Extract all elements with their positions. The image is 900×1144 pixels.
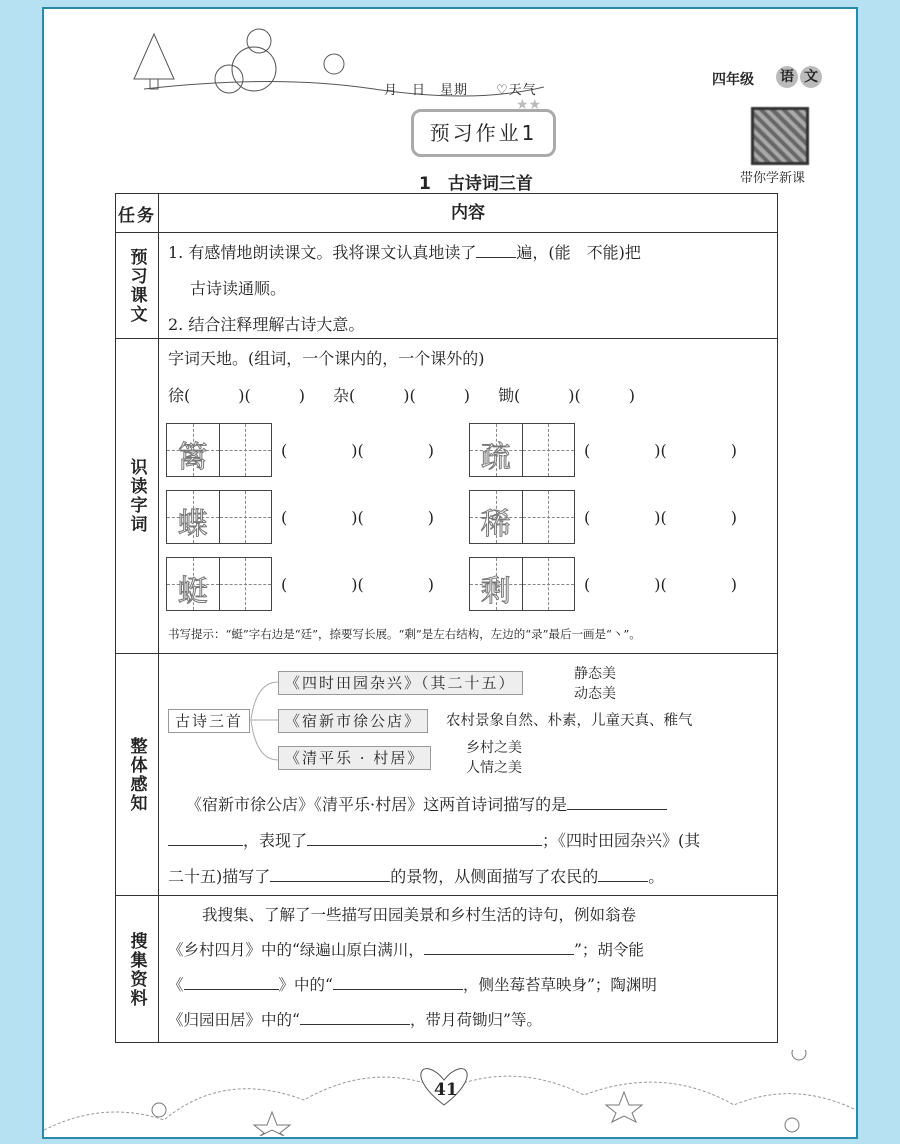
row-collect (116, 896, 777, 1043)
answer-paren[interactable]: ( )( ) (281, 508, 434, 527)
answer-blank[interactable] (424, 937, 574, 955)
mind-map-root: 古诗三首 (168, 709, 250, 733)
label-words: 识读字词 (116, 339, 159, 653)
homework-title: 预习作业1 (411, 109, 556, 157)
practice-character: 篱 (177, 440, 208, 475)
collect-text: 》中的“ (278, 976, 333, 994)
preview-text: 1. 有感情地朗读课文。我将课文认真地读了 (168, 243, 477, 262)
collect-text: 《 (168, 976, 184, 994)
answer-blank[interactable] (300, 1007, 410, 1025)
preview-text: 古诗读通顺。 (190, 279, 287, 298)
answer-blank[interactable] (307, 828, 542, 846)
answer-blank[interactable] (567, 792, 667, 810)
poem-note: 静态美 (574, 666, 616, 682)
grade-label: 四年级 (712, 72, 754, 88)
label-overall: 整体感知 (116, 654, 159, 895)
practice-character: 蜓 (177, 574, 208, 609)
answer-paren[interactable]: ( )( ) (281, 441, 434, 460)
poem-node: 《清平乐 · 村居》 (278, 746, 431, 770)
header-task: 任务 (116, 194, 159, 232)
answer-paren[interactable]: ( )( ) (584, 575, 737, 594)
practice-character: 疏 (480, 440, 511, 475)
label-preview: 预习课文 (116, 233, 159, 338)
lesson-title: 1 古诗词三首 (419, 174, 533, 194)
question-text: 。 (648, 867, 665, 886)
question-text: ；《四时田园杂兴》(其 (542, 831, 701, 850)
collect-text: 我搜集、了解了一些描写田园美景和乡村生活的诗句，例如翁卷 (202, 906, 637, 924)
preview-text: 遍，(能 不能)把 (516, 243, 641, 262)
subject-char: 语 (776, 66, 798, 88)
label-collect: 搜集资料 (116, 896, 159, 1043)
answer-blank[interactable] (476, 240, 516, 258)
page-number: 41 (434, 1080, 458, 1100)
char-grid (166, 557, 272, 611)
preview-text: 2. 结合注释理解古诗大意。 (168, 315, 365, 334)
row-overall (116, 654, 777, 896)
answer-blank[interactable] (270, 864, 390, 882)
word-group[interactable]: 杂( )( ) (332, 386, 470, 405)
practice-character: 稀 (480, 507, 511, 542)
collect-text: 《乡村四月》中的“绿遍山原白满川， (168, 941, 424, 959)
question-text: 《宿新市徐公店》《清平乐·村居》这两首诗词描写的是 (186, 795, 568, 814)
answer-paren[interactable]: ( )( ) (281, 575, 434, 594)
qr-code-icon[interactable] (751, 107, 809, 165)
char-grid (469, 423, 575, 477)
collect-text: ”；胡令能 (573, 941, 644, 959)
star-icon: ★★ (516, 97, 542, 113)
writing-tip: 书写提示：“蜓”字右边是“廷”，捺要写长展。“剩”是左右结构，左边的“录”最后一画是“丶”。 (168, 627, 641, 641)
date-line: 月 日 星期 ♡天气 (384, 83, 537, 98)
poem-note: 乡村之美 (466, 740, 522, 756)
poem-note: 农村景象自然、朴素，儿童天真、稚气 (446, 713, 693, 729)
subject-char: 文 (800, 66, 822, 88)
collect-text: ，侧坐莓苔草映身”；陶渊明 (462, 976, 657, 994)
practice-character: 蝶 (177, 507, 208, 542)
answer-paren[interactable]: ( )( ) (584, 508, 737, 527)
words-intro: 字词天地。(组词，一个课内的，一个课外的) (168, 349, 485, 368)
char-grid (469, 490, 575, 544)
answer-paren[interactable]: ( )( ) (584, 441, 737, 460)
collect-text: ，带月荷锄归”等。 (409, 1011, 542, 1029)
word-group[interactable]: 徐( )( ) (168, 386, 305, 405)
qr-caption: 带你学新课 (740, 171, 806, 186)
question-text: 二十五)描写了 (168, 867, 271, 886)
row-preview (116, 233, 777, 339)
answer-blank[interactable] (598, 864, 648, 882)
word-group[interactable]: 锄( )( ) (497, 386, 635, 405)
poem-node: 《宿新市徐公店》 (278, 709, 428, 733)
subject-badge (776, 66, 822, 88)
question-text: ，表现了 (243, 831, 308, 850)
header-content: 内容 (451, 203, 485, 223)
answer-blank[interactable] (333, 972, 463, 990)
answer-blank[interactable] (168, 828, 243, 846)
table-header (116, 194, 777, 233)
poem-note: 动态美 (574, 686, 616, 702)
practice-character: 剩 (480, 574, 511, 609)
char-grid (166, 490, 272, 544)
poem-node: 《四时田园杂兴》（其二十五） (278, 671, 523, 695)
task-table (115, 193, 778, 1043)
poem-note: 人情之美 (466, 760, 522, 776)
answer-blank[interactable] (184, 972, 279, 990)
question-text: 的景物，从侧面描写了农民的 (390, 867, 599, 886)
char-grid (469, 557, 575, 611)
char-grid (166, 423, 272, 477)
row-words (116, 339, 777, 654)
collect-text: 《归园田居》中的“ (168, 1011, 300, 1029)
